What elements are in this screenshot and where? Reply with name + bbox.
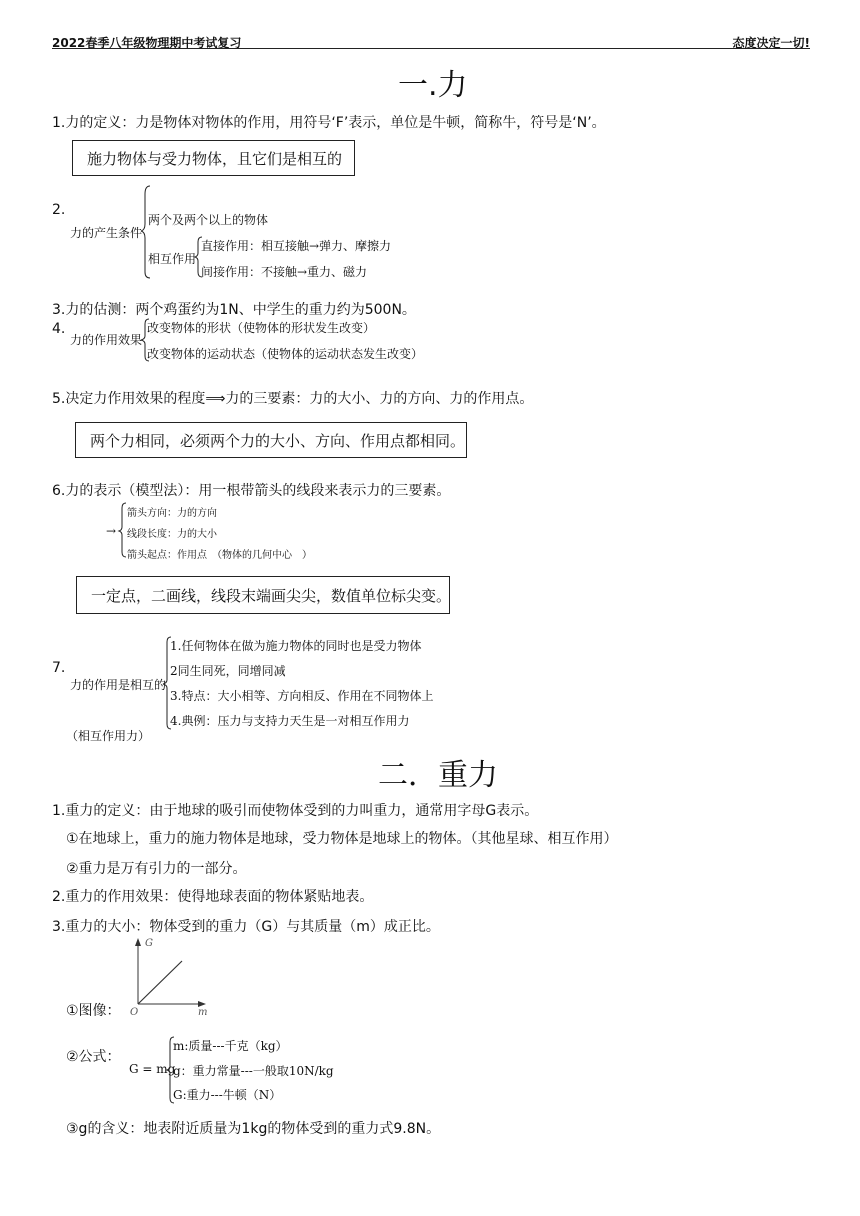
section2-title: 二．重力 (378, 758, 498, 793)
formula-lhs: G = mg (129, 1062, 176, 1076)
item7-branch-4: 4.典例：压力与支持力天生是一对相互作用力 (170, 714, 410, 728)
header-rule (52, 48, 810, 49)
item4-branch-2: 改变物体的运动状态（使物体的运动状态发生改变） (147, 347, 424, 361)
note-box-3: 一定点，二画线，线段末端画尖尖，数值单位标尖变。 (76, 576, 450, 614)
item7-root: 力的作用是相互的 (70, 678, 167, 692)
graph-y-label: G (145, 938, 153, 949)
gravity-definition: 1.重力的定义：由于地球的吸引而使物体受到的力叫重力，通常用字母G表示。 (52, 803, 539, 819)
gravity-note-2: ②重力是万有引力的一部分。 (66, 861, 247, 877)
force-estimation: 3.力的估测：两个鸡蛋约为1N、中学生的重力约为500N。 (52, 302, 416, 318)
item2-root: 力的产生条件 (70, 226, 143, 240)
graph-x-label: m (198, 1007, 208, 1018)
item7-number: 7. (52, 660, 66, 676)
force-representation: 6.力的表示（模型法）：用一根带箭头的线段来表示力的三要素。 (52, 483, 451, 499)
formula-label: ②公式： (66, 1049, 121, 1065)
formula-line-2: g：重力常量---一般取10N/kg (173, 1064, 334, 1078)
item2-branch-a: 两个及两个以上的物体 (148, 213, 269, 227)
header-right: 态度决定一切! (732, 36, 810, 50)
three-elements: 5.决定力作用效果的程度⟹力的三要素：力的大小、力的方向、力的作用点。 (52, 391, 534, 407)
item4-root: 力的作用效果 (70, 333, 143, 347)
item6-arrow: → (106, 524, 117, 538)
item4-branch-1: 改变物体的形状（使物体的形状发生改变） (147, 321, 376, 335)
item7-branch-2: 2同生同死，同增同减 (170, 664, 286, 678)
note-box-1: 施力物体与受力物体，且它们是相互的 (72, 140, 355, 176)
gravity-effect: 2.重力的作用效果：使得地球表面的物体紧贴地表。 (52, 889, 374, 905)
header-left: 2022春季八年级物理期中考试复习 (52, 36, 242, 50)
item2-sub-2: 间接作用：不接触→重力、磁力 (201, 265, 368, 279)
item6-line-3: 箭头起点：作用点 （物体的几何中心 ） (127, 550, 312, 561)
note-box-2: 两个力相同，必须两个力的大小、方向、作用点都相同。 (75, 422, 467, 458)
formula-line-1: m:质量---千克（kg） (173, 1039, 288, 1053)
graph-label: ①图像： (66, 1003, 121, 1019)
item6-line-2: 线段长度：力的大小 (127, 529, 217, 540)
item7-branch-1: 1.任何物体在做为施力物体的同时也是受力物体 (170, 639, 422, 653)
force-definition: 1.力的定义：力是物体对物体的作用，用符号‘F’表示，单位是牛顿，简称牛，符号是‘N’。 (52, 115, 606, 131)
item7-branch-3: 3.特点：大小相等、方向相反、作用在不同物体上 (170, 689, 434, 703)
g-meaning: ③g的含义：地表附近质量为1kg的物体受到的重力式9.8N。 (66, 1121, 441, 1137)
item2-branch-b: 相互作用 (148, 252, 197, 266)
gravity-magnitude: 3.重力的大小：物体受到的重力（G）与其质量（m）成正比。 (52, 919, 440, 935)
item2-number: 2. (52, 202, 66, 218)
g-m-graph (126, 936, 216, 1016)
item4-number: 4. (52, 321, 66, 337)
item6-line-1: 箭头方向：力的方向 (127, 508, 217, 519)
section1-title: 一.力 (398, 68, 468, 103)
item7-note: （相互作用力） (66, 729, 151, 743)
graph-origin: O (130, 1007, 139, 1018)
formula-line-3: G:重力---牛顿（N） (173, 1088, 282, 1102)
item2-sub-1: 直接作用：相互接触→弹力、摩擦力 (201, 239, 392, 253)
gravity-note-1: ①在地球上，重力的施力物体是地球，受力物体是地球上的物体。（其他星球、相互作用） (66, 831, 618, 847)
